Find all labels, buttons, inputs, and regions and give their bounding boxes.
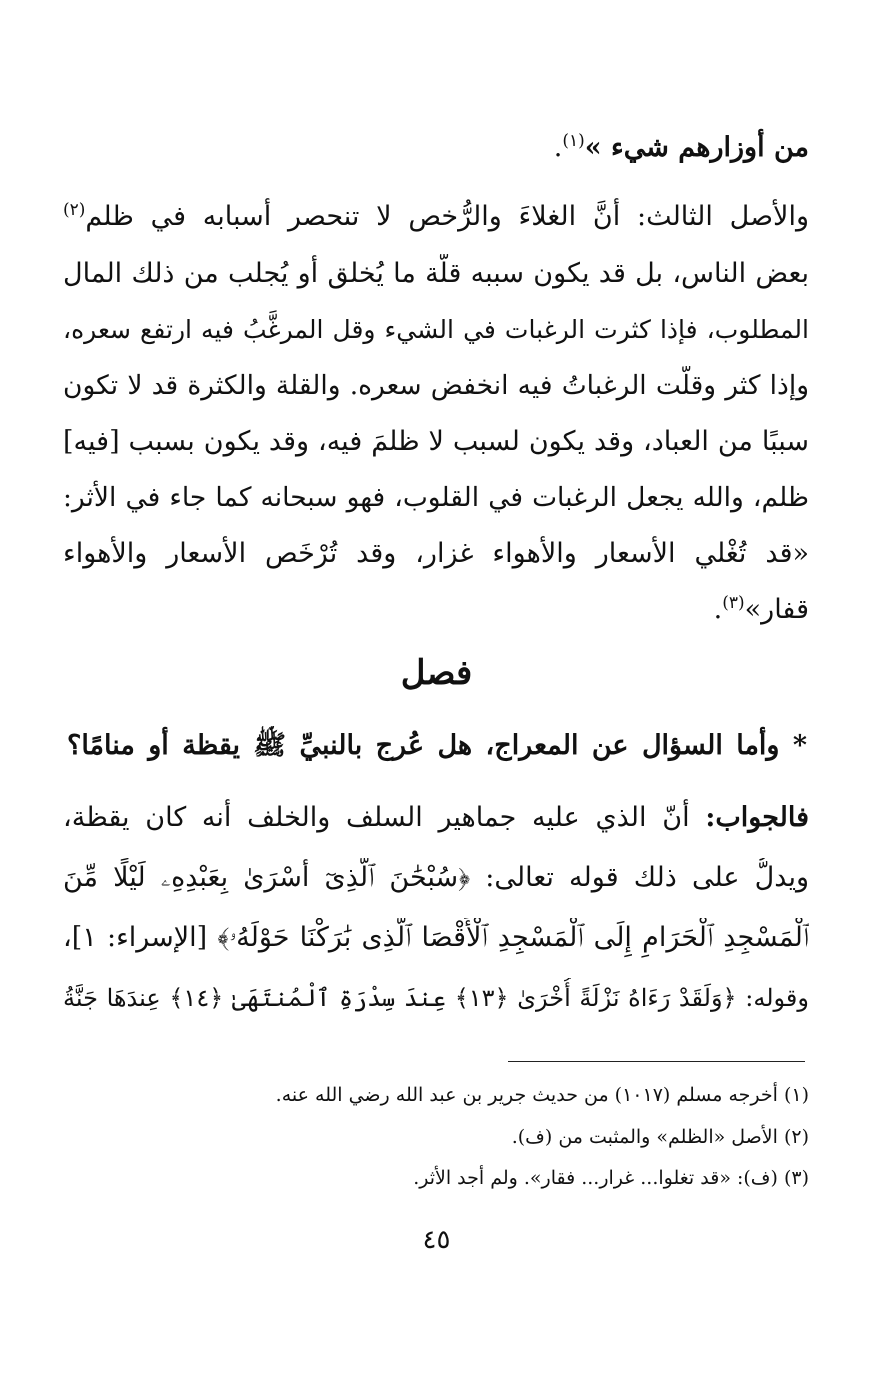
answer-line-3: ٱلْمَسْجِدِ ٱلْحَرَامِ إِلَى ٱلْمَسْجِدِ ٱلْأَقْصَا ٱلَّذِى بَٰرَكْنَا حَوْلَهُۥ﴾ [الإسراء: ١]، bbox=[63, 922, 809, 953]
footnote-1: (١) أخرجه مسلم (١٠١٧) من حديث جرير بن عبد الله رضي الله عنه. bbox=[275, 1084, 809, 1106]
text-line-4: المطلوب، فإذا كثرت الرغبات في الشيء وقل المرغَّبُ فيه ارتفع سعره، bbox=[63, 315, 809, 344]
line-text: من أوزارهم شيء » bbox=[584, 132, 809, 163]
text-line-3: بعض الناس، بل قد يكون سببه قلّة ما يُخلق أو يُجلب من ذلك المال bbox=[63, 258, 809, 289]
footnote-ref-3: (٣) bbox=[722, 593, 745, 613]
text-line-2 bbox=[63, 197, 809, 237]
line-text: أنّ الذي عليه جماهير السلف والخلف أنه كان يقظة، bbox=[63, 802, 690, 833]
footnote-divider bbox=[508, 1061, 805, 1062]
line-text: قفار» bbox=[744, 594, 809, 625]
answer-label: فالجواب: bbox=[705, 802, 809, 833]
answer-line-2: ويدلُّ على ذلك قوله تعالى: ﴿سُبْحَٰنَ ٱلَّذِىٓ أَسْرَىٰ بِعَبْدِهِۦ لَيْلًا مِّنَ bbox=[63, 862, 809, 893]
answer-line-1 bbox=[63, 798, 809, 838]
footnote-ref-1: (١) bbox=[562, 131, 585, 151]
page-number: ٤٥ bbox=[422, 1225, 451, 1255]
text-line-5: وإذا كثر وقلَّت الرغباتُ فيه انخفض سعره. والقلة والكثرة قد لا تكون bbox=[63, 370, 809, 401]
question-line: * وأما السؤال عن المعراج، هل عُرج بالنبيِّ ﷺ يقظة أو منامًا؟ bbox=[67, 730, 807, 761]
text-line-6: سببًا من العباد، وقد يكون لسبب لا ظلمَ فيه، وقد يكون بسبب [فيه] bbox=[63, 426, 809, 457]
text-line-7: ظلم، والله يجعل الرغبات في القلوب، فهو سبحانه كما جاء في الأثر: bbox=[63, 482, 809, 513]
text-line-9 bbox=[63, 590, 809, 630]
footnote-2: (٢) الأصل «الظلم» والمثبت من (ف). bbox=[511, 1126, 809, 1148]
line-end: . bbox=[553, 132, 563, 163]
text-line-1 bbox=[63, 128, 809, 168]
section-heading: فصل bbox=[400, 653, 473, 693]
line-end: . bbox=[713, 594, 723, 625]
answer-line-4: وقوله: ﴿وَلَقَدْ رَءَاهُ نَزْلَةً أُخْرَىٰ ﴿١٣﴾ عِندَ سِدْرَةِ ٱلْمُنتَهَىٰ ﴿١٤﴾ عِندَهَا جَنَّةُ bbox=[63, 984, 809, 1012]
footnote-ref-2: (٢) bbox=[63, 200, 86, 220]
text-line-8: «قد تُغْلي الأسعار والأهواء غزار، وقد تُرْخَص الأسعار والأهواء bbox=[63, 538, 809, 569]
footnote-3: (٣) (ف): «قد تغلوا... غرار... فقار». ولم أجد الأثر. bbox=[413, 1167, 809, 1189]
line-text: والأصل الثالث: أنَّ الغلاءَ والرُّخص لا تنحصر أسبابه في ظلم bbox=[85, 201, 809, 232]
